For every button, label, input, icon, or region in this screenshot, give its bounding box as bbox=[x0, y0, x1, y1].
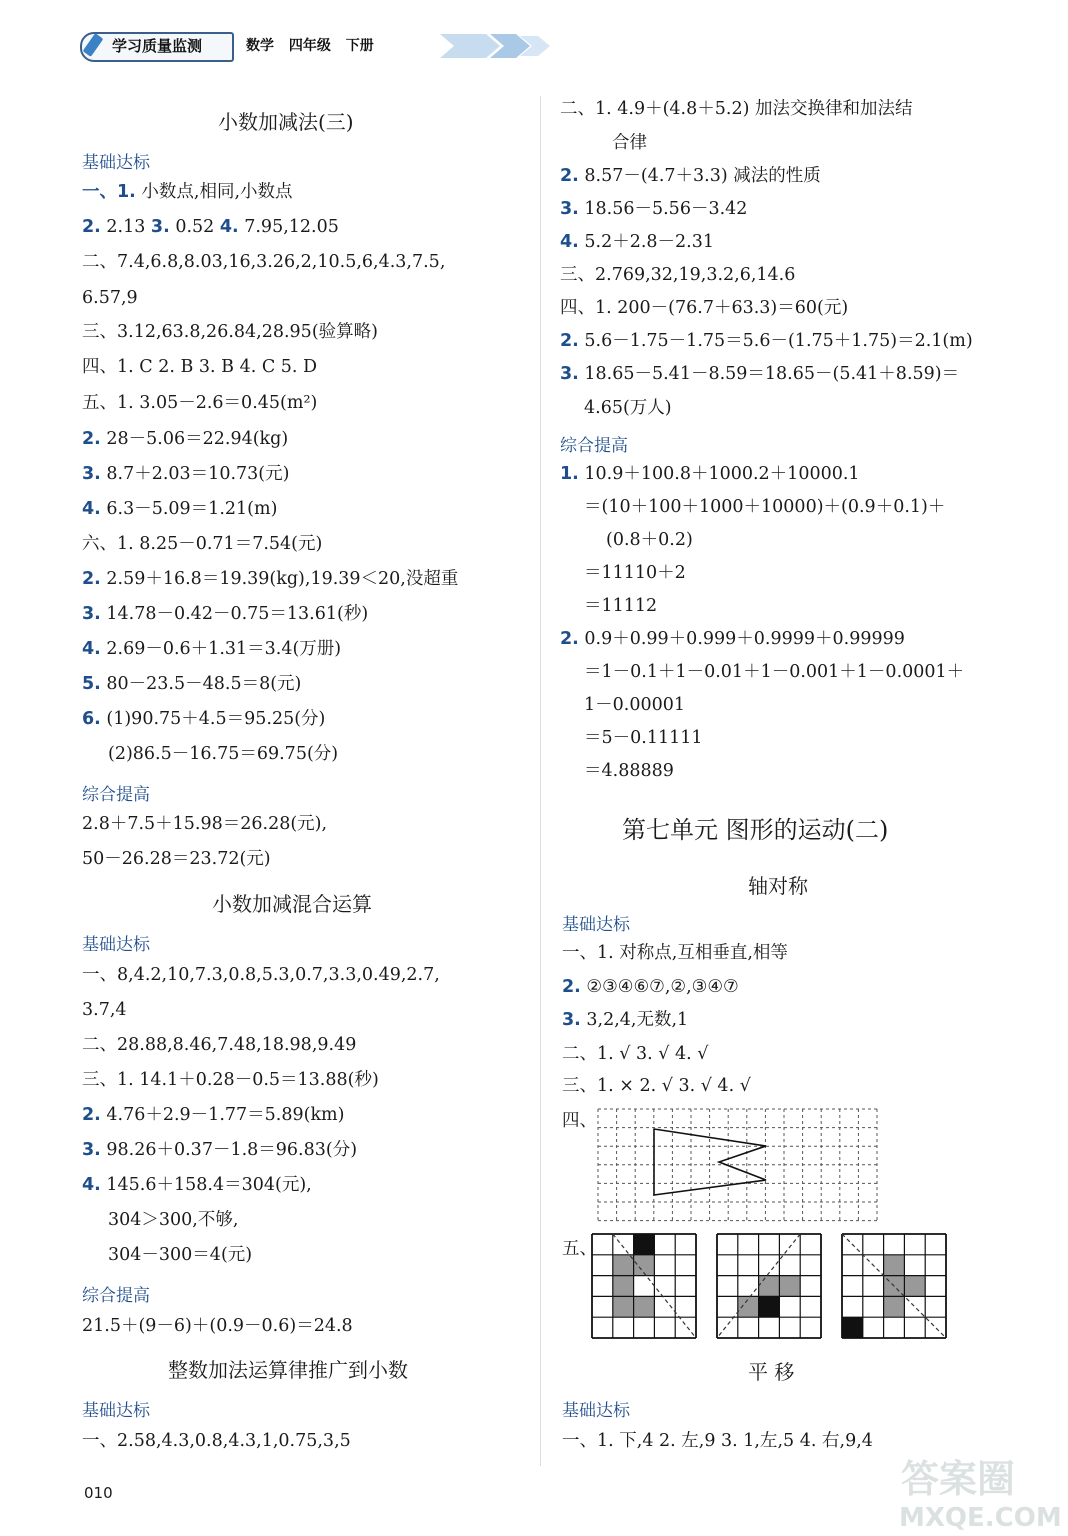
answer-text: 98.26＋0.37－1.8＝96.83(分) bbox=[100, 1140, 358, 1160]
answer-text: (1)90.75＋4.5＝95.25(分) bbox=[100, 709, 326, 729]
answer-text: 28－5.06＝22.94(kg) bbox=[100, 429, 289, 449]
item-number: 5. bbox=[82, 674, 101, 694]
answer-text: 14.78－0.42－0.75＝13.61(秒) bbox=[100, 604, 369, 624]
item-number: 3. bbox=[82, 1140, 101, 1160]
answer-text: 3,2,4,无数,1 bbox=[580, 1010, 689, 1030]
answer-text: 小数点,相同,小数点 bbox=[135, 182, 293, 202]
answer-line bbox=[584, 694, 685, 716]
answer-text: 三、1. × 2. √ 3. √ 4. √ bbox=[562, 1076, 751, 1096]
answer-text: 小数加减法(三) bbox=[218, 110, 354, 134]
answer-text: 一、1. 对称点,互相垂直,相等 bbox=[562, 943, 788, 963]
section-title bbox=[212, 888, 372, 917]
answer-line bbox=[82, 251, 445, 273]
answer-text: 三、3.12,63.8,26.84,28.95(验算略) bbox=[82, 322, 378, 342]
answer-text: 0.52 bbox=[169, 217, 220, 237]
section-title bbox=[748, 1356, 794, 1385]
answer-text: 综合提高 bbox=[82, 785, 150, 805]
answer-line bbox=[562, 942, 788, 964]
answer-line bbox=[82, 673, 301, 695]
answer-text: 2.13 bbox=[100, 217, 151, 237]
item-number: 4. bbox=[82, 639, 101, 659]
answer-text: ＝11112 bbox=[584, 596, 658, 616]
answer-line bbox=[584, 397, 672, 419]
item-number: 6. bbox=[82, 709, 101, 729]
svg-text:MXQE.COM: MXQE.COM bbox=[899, 1503, 1062, 1532]
subsection-label bbox=[82, 930, 150, 955]
answer-text: 小数加减混合运算 bbox=[212, 892, 372, 916]
section-title bbox=[622, 810, 888, 845]
answer-text: 二、1. 4.9＋(4.8＋5.2) 加法交换律和加法结 bbox=[560, 99, 913, 119]
page-number: 010 bbox=[84, 1484, 113, 1502]
answer-line bbox=[82, 321, 378, 343]
answer-line bbox=[584, 727, 703, 749]
answer-line bbox=[584, 562, 686, 584]
answer-line bbox=[108, 1209, 238, 1231]
answer-text: 第七单元 图形的运动(二) bbox=[622, 816, 889, 844]
answer-text: ＝11110＋2 bbox=[584, 563, 686, 583]
watermark-logo bbox=[895, 1450, 1065, 1532]
item-number: 2. bbox=[560, 629, 579, 649]
section-title bbox=[218, 106, 354, 135]
answer-text: 基础达标 bbox=[82, 1401, 150, 1421]
item-number: 2. bbox=[82, 1105, 101, 1125]
answer-text: 3.7,4 bbox=[82, 1000, 127, 1020]
answer-text: 1－0.00001 bbox=[584, 695, 686, 715]
answer-line bbox=[562, 1110, 597, 1132]
item-number: 2. bbox=[560, 166, 579, 186]
subsection-label bbox=[82, 148, 150, 173]
answer-line bbox=[560, 297, 848, 319]
item-number: 3. bbox=[562, 1010, 581, 1030]
answer-text: 四、1. C 2. B 3. B 4. C 5. D bbox=[82, 357, 318, 377]
answer-text: 80－23.5－48.5＝8(元) bbox=[100, 674, 302, 694]
subsection-label bbox=[82, 1396, 150, 1421]
item-number: 2. bbox=[82, 429, 101, 449]
answer-line bbox=[82, 1315, 353, 1337]
answer-text: (0.8＋0.2) bbox=[606, 530, 693, 550]
header-title: 学习质量监测 bbox=[112, 37, 203, 55]
answer-line bbox=[562, 976, 739, 998]
answer-line bbox=[82, 1139, 357, 1161]
item-number: 2. bbox=[562, 977, 581, 997]
answer-text: 基础达标 bbox=[82, 935, 150, 955]
answer-text: 五、1. 3.05－2.6＝0.45(m²) bbox=[82, 393, 318, 413]
answer-line bbox=[560, 264, 795, 286]
answer-line bbox=[108, 1244, 252, 1266]
answer-text: 2.8＋7.5＋15.98＝26.28(元), bbox=[82, 814, 328, 834]
answer-line bbox=[560, 330, 973, 352]
answer-text: 2.69－0.6＋1.31＝3.4(万册) bbox=[100, 639, 342, 659]
answer-text: (2)86.5－16.75＝69.75(分) bbox=[108, 744, 339, 764]
item-number: 2. bbox=[560, 331, 579, 351]
item-number: 3. bbox=[82, 464, 101, 484]
answer-text: 7.95,12.05 bbox=[238, 217, 339, 237]
answer-text: 合律 bbox=[612, 133, 647, 153]
answer-text: 三、2.769,32,19,3.2,6,14.6 bbox=[560, 265, 796, 285]
answer-text: 基础达标 bbox=[562, 1401, 630, 1421]
answer-text: 二、28.88,8.46,7.48,18.98,9.49 bbox=[82, 1035, 357, 1055]
item-number: 2. bbox=[82, 569, 101, 589]
subsection-label bbox=[562, 1396, 630, 1421]
item-number: 3. bbox=[560, 364, 579, 384]
answer-line bbox=[82, 568, 458, 590]
answer-text: 四、1. 200－(76.7＋63.3)＝60(元) bbox=[560, 298, 849, 318]
item-number: 4. bbox=[219, 217, 239, 237]
answer-text: 4.76＋2.9－1.77＝5.89(km) bbox=[100, 1105, 345, 1125]
answer-line bbox=[612, 132, 647, 154]
answer-text: 轴对称 bbox=[748, 874, 808, 898]
answer-text: 8.57－(4.7＋3.3) 减法的性质 bbox=[578, 166, 821, 186]
answer-line bbox=[560, 98, 912, 120]
answer-text: 145.6＋158.4＝304(元), bbox=[100, 1175, 312, 1195]
svg-text:答案圈: 答案圈 bbox=[901, 1457, 1016, 1501]
answer-text: 六、1. 8.25－0.71＝7.54(元) bbox=[82, 534, 323, 554]
answer-line bbox=[82, 463, 289, 485]
answer-text: 五、 bbox=[562, 1239, 597, 1259]
subsection-label bbox=[562, 910, 630, 935]
answer-text: 一、1. 下,4 2. 左,9 3. 1,左,5 4. 右,9,4 bbox=[562, 1431, 873, 1451]
answer-line bbox=[82, 999, 127, 1021]
answer-text: 三、1. 14.1＋0.28－0.5＝13.88(秒) bbox=[82, 1070, 379, 1090]
answer-line bbox=[584, 595, 657, 617]
answer-line bbox=[560, 628, 905, 650]
answer-text: 整数加法运算律推广到小数 bbox=[168, 1358, 408, 1382]
item-number: 4. bbox=[82, 499, 101, 519]
answer-text: 5.6－1.75－1.75＝5.6－(1.75＋1.75)＝2.1(m) bbox=[578, 331, 973, 351]
answer-text: 304＞300,不够, bbox=[108, 1210, 239, 1230]
answer-line bbox=[82, 216, 339, 238]
answer-line bbox=[584, 496, 945, 518]
answer-line bbox=[82, 498, 277, 520]
answer-line bbox=[560, 198, 747, 220]
item-number: 3. bbox=[150, 217, 170, 237]
subsection-label bbox=[560, 431, 628, 456]
answer-text: 18.56－5.56－3.42 bbox=[578, 199, 748, 219]
answer-text: 21.5＋(9－6)＋(0.9－0.6)＝24.8 bbox=[82, 1316, 353, 1336]
answer-line bbox=[560, 231, 714, 253]
answer-text: 综合提高 bbox=[82, 1286, 150, 1306]
answer-text: 10.9＋100.8＋1000.2＋10000.1 bbox=[578, 464, 860, 484]
answer-line bbox=[82, 848, 271, 870]
answer-text: ②③④⑥⑦,②,③④⑦ bbox=[580, 977, 739, 997]
answer-text: ＝1－0.1＋1－0.01＋1－0.001＋1－0.0001＋ bbox=[584, 662, 965, 682]
column-divider bbox=[540, 96, 541, 1466]
answer-line bbox=[82, 428, 288, 450]
item-number: 3. bbox=[82, 604, 101, 624]
arrows-icon bbox=[440, 30, 590, 62]
answer-line bbox=[562, 1009, 688, 1031]
header-subject: 数学 四年级 下册 bbox=[246, 38, 374, 54]
answer-text: 二、1. √ 3. √ 4. √ bbox=[562, 1044, 709, 1064]
answer-line bbox=[560, 165, 821, 187]
answer-text: 综合提高 bbox=[560, 436, 628, 456]
answer-text: 5.2＋2.8－2.31 bbox=[578, 232, 715, 252]
answer-text: 一、8,4.2,10,7.3,0.8,5.3,0.7,3.3,0.49,2.7, bbox=[82, 965, 440, 985]
answer-line bbox=[562, 1430, 873, 1452]
answer-text: 18.65－5.41－8.59＝18.65－(5.41＋8.59)＝ bbox=[578, 364, 960, 384]
answer-line bbox=[82, 287, 138, 309]
subsection-label bbox=[82, 1281, 150, 1306]
answer-line bbox=[82, 533, 322, 555]
answer-line bbox=[82, 638, 341, 660]
answer-line bbox=[584, 661, 964, 683]
answer-line bbox=[82, 1430, 351, 1452]
answer-text: 平 移 bbox=[748, 1360, 795, 1384]
answer-line bbox=[82, 356, 317, 378]
answer-line bbox=[82, 964, 440, 986]
answer-text: 2.59＋16.8＝19.39(kg),19.39＜20,没超重 bbox=[100, 569, 459, 589]
answer-line bbox=[82, 1104, 344, 1126]
answer-line bbox=[82, 708, 325, 730]
symmetry-grids-figure bbox=[590, 1232, 950, 1344]
grid-arrow-figure bbox=[596, 1107, 881, 1225]
answer-text: 8.7＋2.03＝10.73(元) bbox=[100, 464, 290, 484]
answer-text: ＝(10＋100＋1000＋10000)＋(0.9＋0.1)＋ bbox=[584, 497, 946, 517]
answer-line bbox=[82, 813, 327, 835]
answer-text: 基础达标 bbox=[82, 153, 150, 173]
answer-line bbox=[82, 603, 368, 625]
answer-text: 0.9＋0.99＋0.999＋0.9999＋0.99999 bbox=[578, 629, 905, 649]
section-title bbox=[748, 870, 808, 899]
answer-text: 6.57,9 bbox=[82, 288, 138, 308]
item-number: 4. bbox=[82, 1175, 101, 1195]
item-number: 2. bbox=[82, 217, 101, 237]
answer-line bbox=[82, 1174, 312, 1196]
answer-text: 6.3－5.09＝1.21(m) bbox=[100, 499, 278, 519]
answer-line bbox=[606, 529, 693, 551]
item-number: 一、1. bbox=[82, 182, 136, 202]
item-number: 3. bbox=[560, 199, 579, 219]
answer-text: 基础达标 bbox=[562, 915, 630, 935]
answer-text: ＝4.88889 bbox=[584, 761, 674, 781]
answer-line bbox=[562, 1043, 708, 1065]
answer-line bbox=[562, 1075, 751, 1097]
answer-line bbox=[82, 181, 293, 203]
answer-text: 304－300＝4(元) bbox=[108, 1245, 253, 1265]
answer-line bbox=[108, 743, 338, 765]
answer-line bbox=[82, 1069, 379, 1091]
answer-text: 一、2.58,4.3,0.8,4.3,1,0.75,3,5 bbox=[82, 1431, 351, 1451]
answer-text: 四、 bbox=[562, 1111, 597, 1131]
subsection-label bbox=[82, 780, 150, 805]
answer-line bbox=[560, 363, 959, 385]
item-number: 1. bbox=[560, 464, 579, 484]
answer-text: 二、7.4,6.8,8.03,16,3.26,2,10.5,6,4.3,7.5, bbox=[82, 252, 446, 272]
answer-text: 50－26.28＝23.72(元) bbox=[82, 849, 271, 869]
answer-line bbox=[584, 760, 674, 782]
answer-text: ＝5－0.11111 bbox=[584, 728, 703, 748]
page-header bbox=[80, 28, 540, 62]
answer-line bbox=[82, 392, 317, 414]
answer-line bbox=[560, 463, 860, 485]
answer-line bbox=[82, 1034, 356, 1056]
item-number: 4. bbox=[560, 232, 579, 252]
answer-text: 4.65(万人) bbox=[584, 398, 672, 418]
section-title bbox=[168, 1354, 408, 1383]
